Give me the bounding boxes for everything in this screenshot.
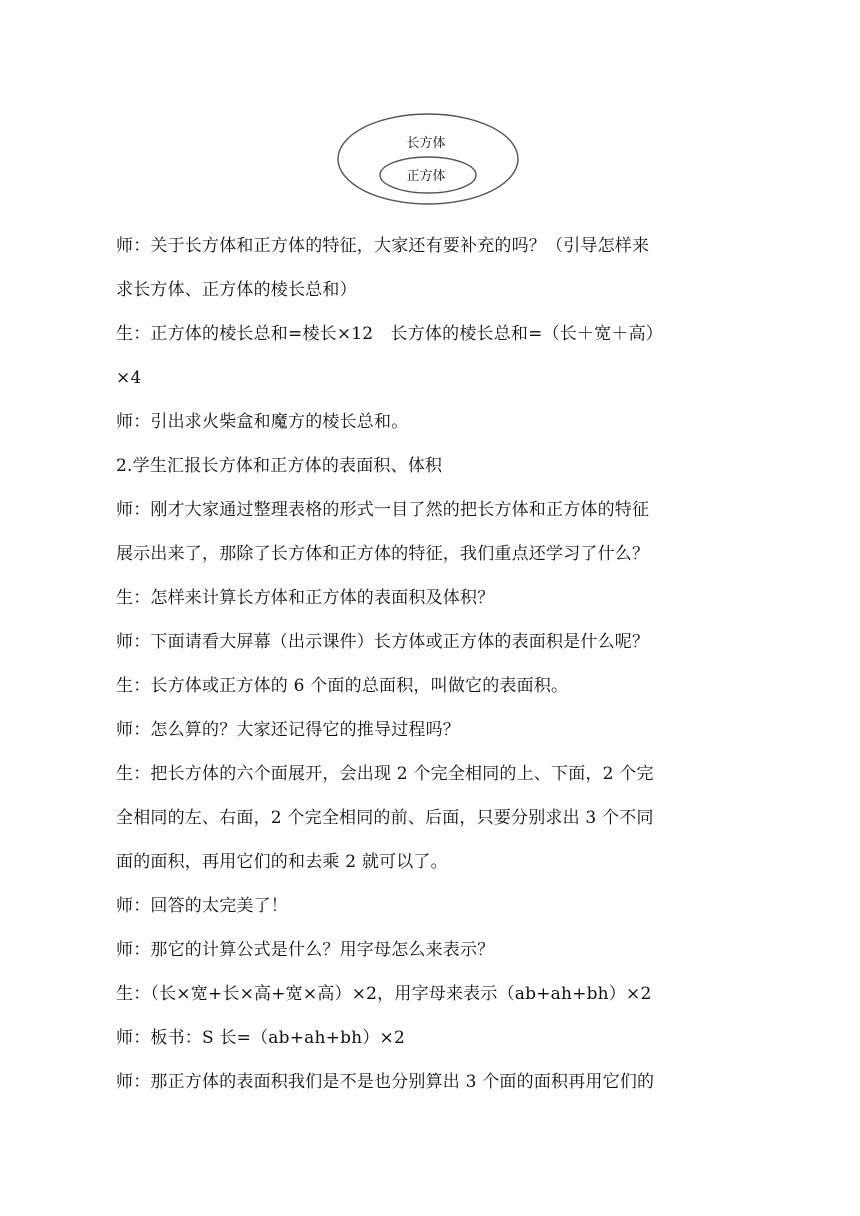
text-line: 师：下面请看大屏幕（出示课件）长方体或正方体的表面积是什么呢？ [116, 632, 650, 652]
text-line: 师：怎么算的？大家还记得它的推导过程吗？ [116, 720, 460, 740]
venn-diagram-svg [335, 111, 521, 207]
text-line: ×4 [116, 368, 142, 388]
text-line: 全相同的左、右面，2 个完全相同的前、后面，只要分别求出 3 个不同 [116, 808, 654, 828]
text-line: 师：刚才大家通过整理表格的形式一目了然的把长方体和正方体的特征 [116, 500, 650, 520]
text-line: 师：关于长方体和正方体的特征，大家还有要补充的吗？（引导怎样来 [116, 236, 650, 256]
text-line: 面的面积，再用它们的和去乘 2 就可以了。 [116, 852, 448, 872]
text-line: 师：引出求火柴盒和魔方的棱长总和。 [116, 412, 409, 432]
section-heading: 2.学生汇报长方体和正方体的表面积、体积 [116, 456, 443, 476]
text-line: 展示出来了，那除了长方体和正方体的特征，我们重点还学习了什么？ [116, 544, 650, 564]
text-line: 师：板书：S 长=（ab+ah+bh）×2 [116, 1028, 405, 1048]
text-line: 师：那正方体的表面积我们是不是也分别算出 3 个面的面积再用它们的 [116, 1072, 655, 1092]
text-line: 师：回答的太完美了！ [116, 896, 288, 916]
lesson-transcript [116, 224, 746, 1104]
text-line: 师：那它的计算公式是什么？用字母怎么来表示？ [116, 940, 495, 960]
text-line: 生：长方体或正方体的 6 个面的总面积，叫做它的表面积。 [116, 676, 569, 696]
text-line: 生：（长×宽+长×高+宽×高）×2，用字母来表示（ab+ah+bh）×2 [116, 984, 652, 1004]
text-line: 生：怎样来计算长方体和正方体的表面积及体积？ [116, 588, 495, 608]
cube-label: 正方体 [406, 169, 446, 184]
text-line: 生：正方体的棱长总和=棱长×12 长方体的棱长总和=（长＋宽＋高） [116, 324, 663, 344]
cuboid-outer-ellipse [338, 114, 518, 204]
text-line: 生：把长方体的六个面展开，会出现 2 个完全相同的上、下面，2 个完 [116, 764, 654, 784]
text-line: 求长方体、正方体的棱长总和） [116, 280, 357, 300]
cuboid-cube-venn-diagram [335, 111, 521, 207]
cuboid-label: 长方体 [406, 136, 446, 151]
